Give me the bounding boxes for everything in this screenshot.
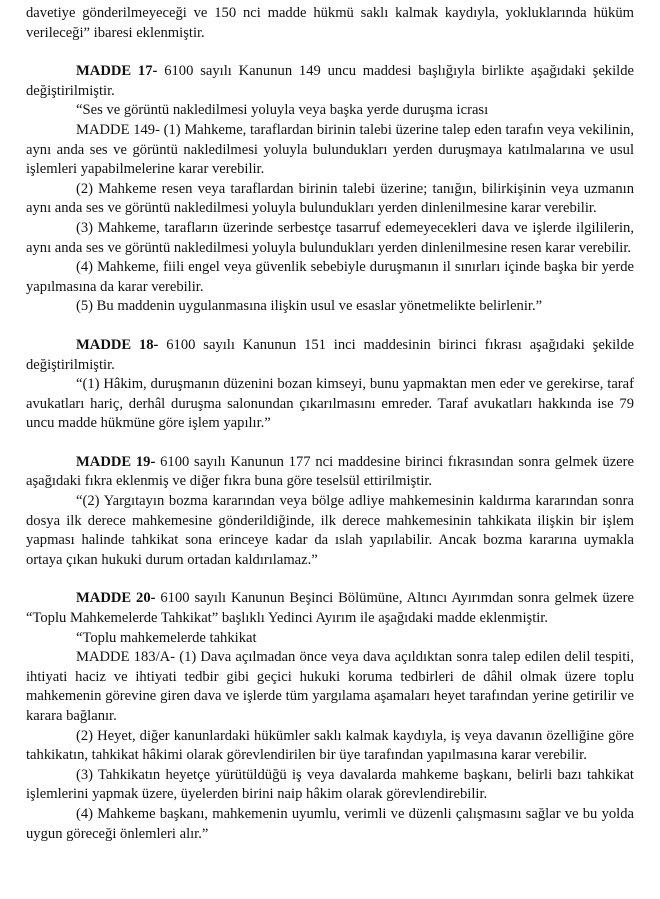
article-183a-title: “Toplu mahkemelerde tahkikat [76, 629, 257, 646]
article-20-heading: MADDE 20- [76, 590, 156, 607]
article-20-intro-text: 6100 sayılı Kanunun Beşinci Bölümüne, Altıncı Ayırımdan sonra gelmek üzere “Toplu Mahkemelerde Tahkikat” başlıklı Yedinci Ayırım ile aşağıdaki madde eklenmiştir. [26, 590, 634, 627]
article-20-intro [26, 589, 634, 628]
article-149-para-4: (4) Mahkeme, fiili engel veya güvenlik sebebiyle duruşmanın il sınırları içinde başka bir yerde yapılmasına da karar verebilir. [26, 259, 634, 295]
article-19-intro [26, 453, 634, 492]
article-183a-para-2: (2) Heyet, diğer kanunlardaki hükümler saklı kalmak kaydıyla, iş veya davanın özelliğine göre tahkikatın, tahkikat hâkimi olarak görevlendirilen bir üye tarafından yapılmasına karar verebilir. [26, 727, 634, 764]
article-18-intro [26, 336, 634, 375]
article-149-para-2: (2) Mahkeme resen veya taraflardan birinin talebi üzerine; tanığın, bilirkişinin veya uzmanın aynı anda ses ve görüntü nakledilmesi yoluyla bulundukları yerden dinlenilmesine karar verebilir. [26, 180, 634, 217]
article-17-intro [26, 62, 634, 101]
article-149-title: “Ses ve görüntü nakledilmesi yoluyla veya başka yerde duruşma icrası [76, 102, 489, 119]
article-177-para-2: “(2) Yargıtayın bozma kararından veya bölge adliye mahkemesinin kaldırma kararından sonra dosya ilk derece mahkemesine gönderildiğinde, ilk derece mahkemesinin tahkikata ilişkin bir işlem yapması halinde tahkikat sona erinceye kadar da ıslah yapılabilir. Ancak bozma kararına uymakla ortaya çıkan hukuki durum ortadan kaldırılamaz.” [26, 493, 634, 568]
article-17-heading: MADDE 17- [76, 63, 158, 80]
article-183a-para-3: (3) Tahkikatın heyetçe yürütüldüğü iş veya davalarda mahkeme başkanı, belirli bazı tahkikat işlemlerini yapmak üzere, üyelerden birini naip hâkim olarak görevlendirebilir. [26, 766, 634, 803]
article-149-para-1: MADDE 149- (1) Mahkeme, taraflardan birinin talebi üzerine talep eden tarafın veya vekilinin, aynı anda ses ve görüntü nakledilmesi yoluyla bulundukları yerden duruşmaya katılmalarına ve usul işlemleri yapabilmelerine karar verebilir. [26, 121, 634, 178]
article-19-intro-text: 6100 sayılı Kanunun 177 nci maddesine birinci fıkrasından sonra gelmek üzere aşağıdaki fıkra eklenmiş ve diğer fıkra buna göre teselsül ettirilmiştir. [26, 453, 634, 490]
paragraph-gap [26, 434, 634, 453]
article-18-intro-text: 6100 sayılı Kanunun 151 inci maddesinin birinci fıkrası aşağıdaki şekilde değiştirilmiştir. [26, 336, 634, 373]
article-19-heading: MADDE 19- [76, 453, 156, 470]
article-149-para-5: (5) Bu maddenin uygulanmasına ilişkin usul ve esaslar yönetmelikte belirlenir.” [76, 298, 543, 315]
article-18-heading: MADDE 18- [76, 336, 159, 353]
paragraph-gap [26, 317, 634, 336]
article-183a-para-4: (4) Mahkeme başkanı, mahkemenin uyumlu, verimli ve düzenli çalışmasını sağlar ve bu yolda uygun göreceği önlemleri alır.” [26, 805, 634, 842]
article-151-para-1: “(1) Hâkim, duruşmanın düzenini bozan kimseyi, bunu yapmaktan men eder ve gerekirse, taraf avukatları hariç, derhâl duruşma salonundan çıkarılmasını emreder. Taraf avukatları hakkında ise 79 uncu madde hükmüne göre işlem yapılır.” [26, 376, 634, 432]
article-149-para-3: (3) Mahkeme, tarafların üzerinde serbestçe tasarruf edemeyecekleri dava ve işlerde ilgililerin, aynı anda ses ve görüntü nakledilmesi yoluyla bulundukları yerden dinlenilmesine resen karar verebilir. [26, 219, 634, 256]
paragraph-gap [26, 43, 634, 62]
article-183a-para-1: MADDE 183/A- (1) Dava açılmadan önce veya dava açıldıktan sonra talep edilen delil tespiti, ihtiyati haciz ve ihtiyati tedbir gibi geçici hukuki koruma tedbirleri de dâhil olmak üzere toplu mahkemenin görevine giren dava ve işlerde tüm yargılama aşamaları heyet tarafından yerine getirilir ve karara bağlanır. [26, 649, 634, 724]
paragraph-gap [26, 570, 634, 589]
opening-paragraph: davetiye gönderilmeyeceği ve 150 nci madde hükmü saklı kalmak kaydıyla, yokluklarında hüküm verileceği” ibaresi eklenmiştir. [26, 5, 634, 41]
article-17-intro-text: 6100 sayılı Kanunun 149 uncu maddesi başlığıyla birlikte aşağıdaki şekilde değiştirilmiştir. [26, 63, 634, 99]
